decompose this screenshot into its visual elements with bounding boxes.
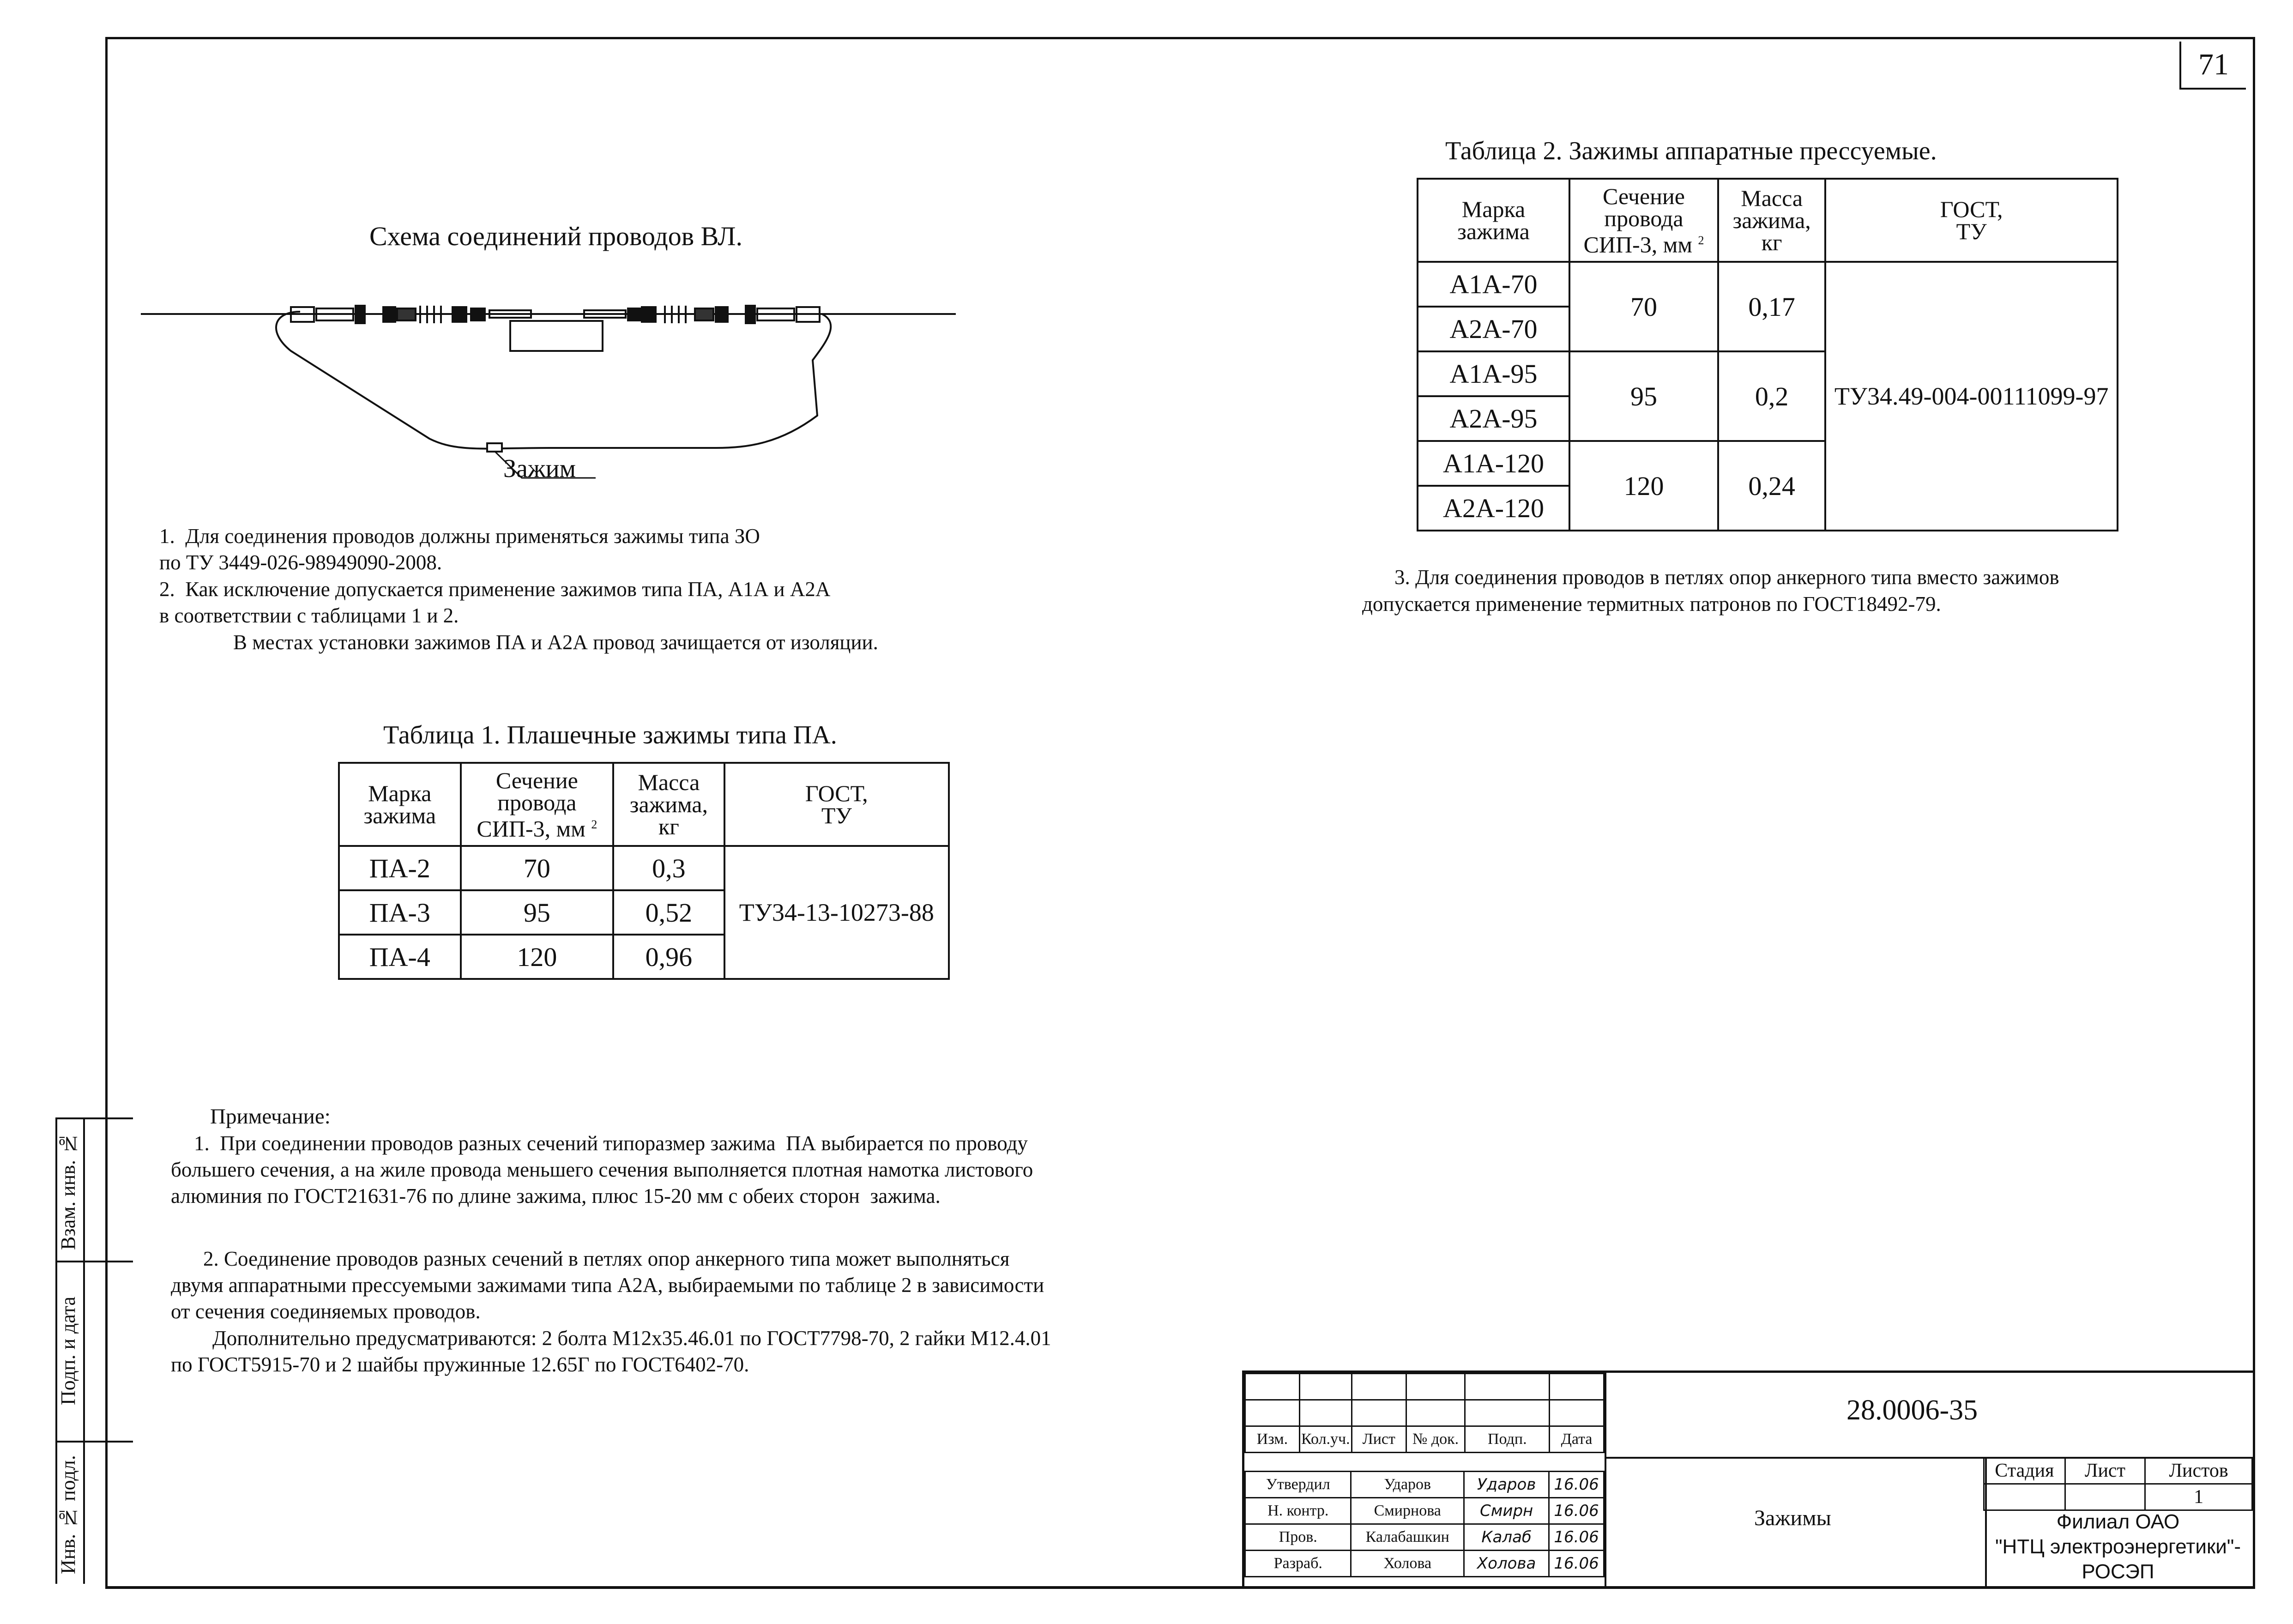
remark-p2-line4: Дополнительно предусматриваются: 2 болта М12х35.46.01 по ГОСТ7798-70, 2 гайки М12.4.01 [212, 1327, 1051, 1350]
stamp-stage-label: Стадия [1984, 1458, 2065, 1484]
table1-cell-mark: ПА-2 [339, 846, 461, 890]
table1-cell-mark: ПА-4 [339, 935, 461, 979]
note-2-line1: 2. Как исключение допускается применение зажимов типа ПА, А1А и А2А [159, 578, 831, 601]
table2-cell-mark: А2А-70 [1418, 307, 1569, 351]
document-code: 28.0006-35 [1846, 1395, 1978, 1426]
table2-cell-mark: А1А-95 [1418, 351, 1569, 396]
binding-strip [28, 1117, 105, 1584]
table2-cell-mass: 0,17 [1718, 262, 1825, 351]
remark-title: Примечание: [210, 1105, 331, 1129]
stamp-header-izm: Изм. [1245, 1426, 1300, 1453]
table2-cell-mark: А2А-95 [1418, 396, 1569, 441]
remark-p1-line2: большего сечения, а на жиле провода меньшего сечения выполняется плотная намотка листового [171, 1158, 1033, 1181]
table2-cell-standard: ТУ34.49-004-00111099-97 [1825, 262, 2118, 531]
jumper-loop [276, 312, 831, 449]
loop-clamp [487, 443, 502, 452]
table1-header-section: Сечение провода СИП-3, мм $^2$ [461, 763, 614, 846]
stamp-header-list: Лист [1352, 1426, 1406, 1453]
table-row [1418, 262, 2118, 307]
remark-p2-line2: двумя аппаратными прессуемыми зажимами типа А2А, выбираемыми по таблице 2 в зависимости [171, 1274, 1044, 1297]
org-line-2: "НТЦ электроэнергетики"- [1995, 1535, 2241, 1558]
table2-cell-mass: 0,24 [1718, 441, 1825, 531]
table2-cell-mark: А1А-70 [1418, 262, 1569, 307]
remark-p2-line5: по ГОСТ5915-70 и 2 шайбы пружинные 12.65Г по ГОСТ6402-70. [171, 1353, 749, 1376]
table1-header-mark: Марка зажима [339, 763, 461, 846]
table1-cell-section: 70 [461, 846, 614, 890]
table1-header-mass: Масса зажима, кг [613, 763, 724, 846]
note-3-line2: допускается применение термитных патронов по ГОСТ18492-79. [1362, 592, 1941, 616]
table2-header-standard: ГОСТ, ТУ [1825, 179, 2118, 262]
signature-mark: Холова [1464, 1551, 1549, 1577]
table2 [1417, 178, 2118, 531]
remark-p2-line1: 2. Соединение проводов разных сечений в петлях опор анкерного типа может выполняться [203, 1247, 1010, 1270]
sheet-number: 71 [2179, 42, 2246, 90]
table2-header-mass: Масса зажима, кг [1718, 179, 1825, 262]
scheme-title: Схема соединений проводов ВЛ. [369, 221, 742, 251]
table1-cell-mass: 0,52 [613, 890, 724, 935]
table2-cell-mark: А1А-120 [1418, 441, 1569, 486]
note-2-line3: В местах установки зажимов ПА и А2А провод зачищается от изоляции. [233, 631, 878, 654]
table2-cell-section: 120 [1569, 441, 1718, 531]
clamp-label: Зажим [503, 454, 576, 483]
stamp-header-data: Дата [1550, 1426, 1604, 1453]
table2-cell-section: 95 [1569, 351, 1718, 441]
stamp-sheet-label: Лист [2065, 1458, 2145, 1484]
stamp-person-row: Утвердил Ударов Ударов 16.06 [1245, 1472, 1604, 1498]
stamp-sheets-label: Листов [2145, 1458, 2252, 1484]
signature-mark: Калаб [1464, 1524, 1549, 1551]
table2-caption: Таблица 2. Зажимы аппаратные прессуемые. [1445, 137, 1937, 165]
remark-p1-line3: алюминия по ГОСТ21631-76 по длине зажима, плюс 15-20 мм с обеих сторон зажима. [171, 1184, 941, 1207]
stamp-signatures [1244, 1471, 1605, 1577]
stamp-stage-grid [1983, 1457, 2253, 1511]
stamp-header-ndok: № док. [1406, 1426, 1465, 1453]
stamp-person-row: Разраб. Холова Холова 16.06 [1245, 1551, 1604, 1577]
note-1-line1: 1. Для соединения проводов должны применяться зажимы типа ЗО [159, 525, 760, 548]
binding-podp-label: Подп. и дата [57, 1296, 79, 1405]
stamp-title-cell [1605, 1457, 1987, 1586]
note-3-line1: 3. Для соединения проводов в петлях опор анкерного типа вместо зажимов [1394, 566, 2059, 589]
title-block [1242, 1370, 2253, 1586]
center-housing [510, 321, 603, 351]
stamp-sheets-value: 1 [2145, 1484, 2252, 1510]
table2-cell-section: 70 [1569, 262, 1718, 351]
table1-cell-mass: 0,3 [613, 846, 724, 890]
org-line-1: Филиал ОАО [2056, 1510, 2180, 1533]
table-row [339, 846, 949, 890]
signature-mark: Ударов [1464, 1472, 1549, 1498]
table1-cell-standard: ТУ34-13-10273-88 [724, 846, 949, 979]
table1-cell-section: 95 [461, 890, 614, 935]
stamp-header-podp: Подп. [1465, 1426, 1550, 1453]
stamp-revision-grid [1244, 1373, 1605, 1453]
signature-mark: Смирн [1464, 1498, 1549, 1524]
binding-vzam-label: Взам. инв. № [57, 1132, 79, 1250]
remark-p1-line1: 1. При соединении проводов разных сечений типоразмер зажима ПА выбирается по проводу [194, 1132, 1028, 1155]
note-2-line2: в соответствии с таблицами 1 и 2. [159, 604, 459, 627]
stamp-person-row: Пров. Калабашкин Калаб 16.06 [1245, 1524, 1604, 1551]
table2-header-mark: Марка зажима [1418, 179, 1569, 262]
stamp-code-cell [1605, 1373, 2255, 1459]
table2-cell-mass: 0,2 [1718, 351, 1825, 441]
stamp-header-kolich: Кол.уч. [1299, 1426, 1352, 1453]
binding-inv-label: Инв. № подл. [57, 1455, 79, 1574]
table1 [338, 762, 950, 980]
table1-cell-mark: ПА-3 [339, 890, 461, 935]
table2-cell-mark: А2А-120 [1418, 486, 1569, 531]
remark-p2-line3: от сечения соединяемых проводов. [171, 1300, 481, 1323]
org-line-3: РОСЭП [2082, 1560, 2154, 1583]
table2-header-section: Сечение провода СИП-3, мм $^2$ [1569, 179, 1718, 262]
document-title: Зажимы [1754, 1506, 1831, 1530]
stamp-person-row: Н. контр. Смирнова Смирн 16.06 [1245, 1498, 1604, 1524]
note-1-line2: по ТУ 3449-026-98949090-2008. [159, 551, 442, 574]
table1-caption: Таблица 1. Плашечные зажимы типа ПА. [383, 721, 837, 749]
organization-block [1983, 1509, 2253, 1586]
table1-cell-mass: 0,96 [613, 935, 724, 979]
table1-cell-section: 120 [461, 935, 614, 979]
table1-header-standard: ГОСТ, ТУ [724, 763, 949, 846]
